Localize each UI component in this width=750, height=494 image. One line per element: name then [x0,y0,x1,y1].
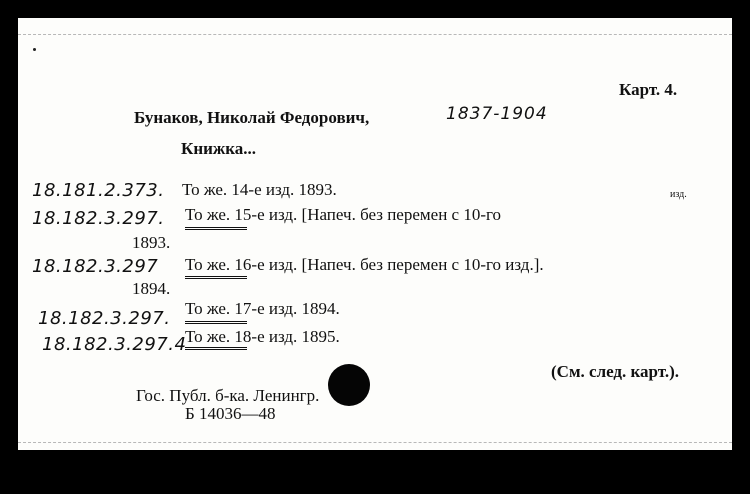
see-next-card-note: (См. след. карт.). [551,362,680,381]
entry-2-underline [185,227,247,230]
entry-2-text: То же. 15-е изд. [Напеч. без перемен с 10-го [185,205,502,224]
entry-4-underline [185,321,247,324]
entry-3-continuation: 1894. [132,279,171,298]
entry-3-shelfmark: 18.182.3.297 [32,256,159,277]
entry-5-shelfmark: 18.182.3.297.4 [42,334,187,355]
entry-1-shelfmark: 18.181.2.373. [32,180,165,201]
top-dashed-border [18,34,732,35]
catalog-card [18,18,732,450]
handwritten-author-years: 1837-1904 [446,104,548,124]
book-title: Книжка... [181,139,257,158]
entry-3-text: То же. 16-е изд. [Напеч. без перемен с 10-го изд.]. [185,255,544,274]
entry-2-superscript-correction: изд. [670,189,687,200]
punch-hole-ink-blot [328,364,370,406]
entry-2-continuation: 1893. [132,233,171,252]
entry-5-underline [185,347,247,350]
entry-4-shelfmark: 18.182.3.297. [38,308,171,329]
paper-speck [33,48,36,51]
library-stamp-line-1: Гос. Публ. б-ка. Ленингр. [136,386,320,405]
entry-1-text: То же. 14-е изд. 1893. [182,180,337,199]
entry-5-text: То же. 18-е изд. 1895. [185,327,340,346]
library-stamp-line-2: Б 14036—48 [185,404,276,423]
author-heading: Бунаков, Николай Федорович, [134,108,370,127]
entry-4-text: То же. 17-е изд. 1894. [185,299,340,318]
card-number: Карт. 4. [619,80,678,99]
bottom-dashed-border [18,442,732,443]
entry-3-underline [185,276,247,279]
entry-2-shelfmark: 18.182.3.297. [32,208,165,229]
